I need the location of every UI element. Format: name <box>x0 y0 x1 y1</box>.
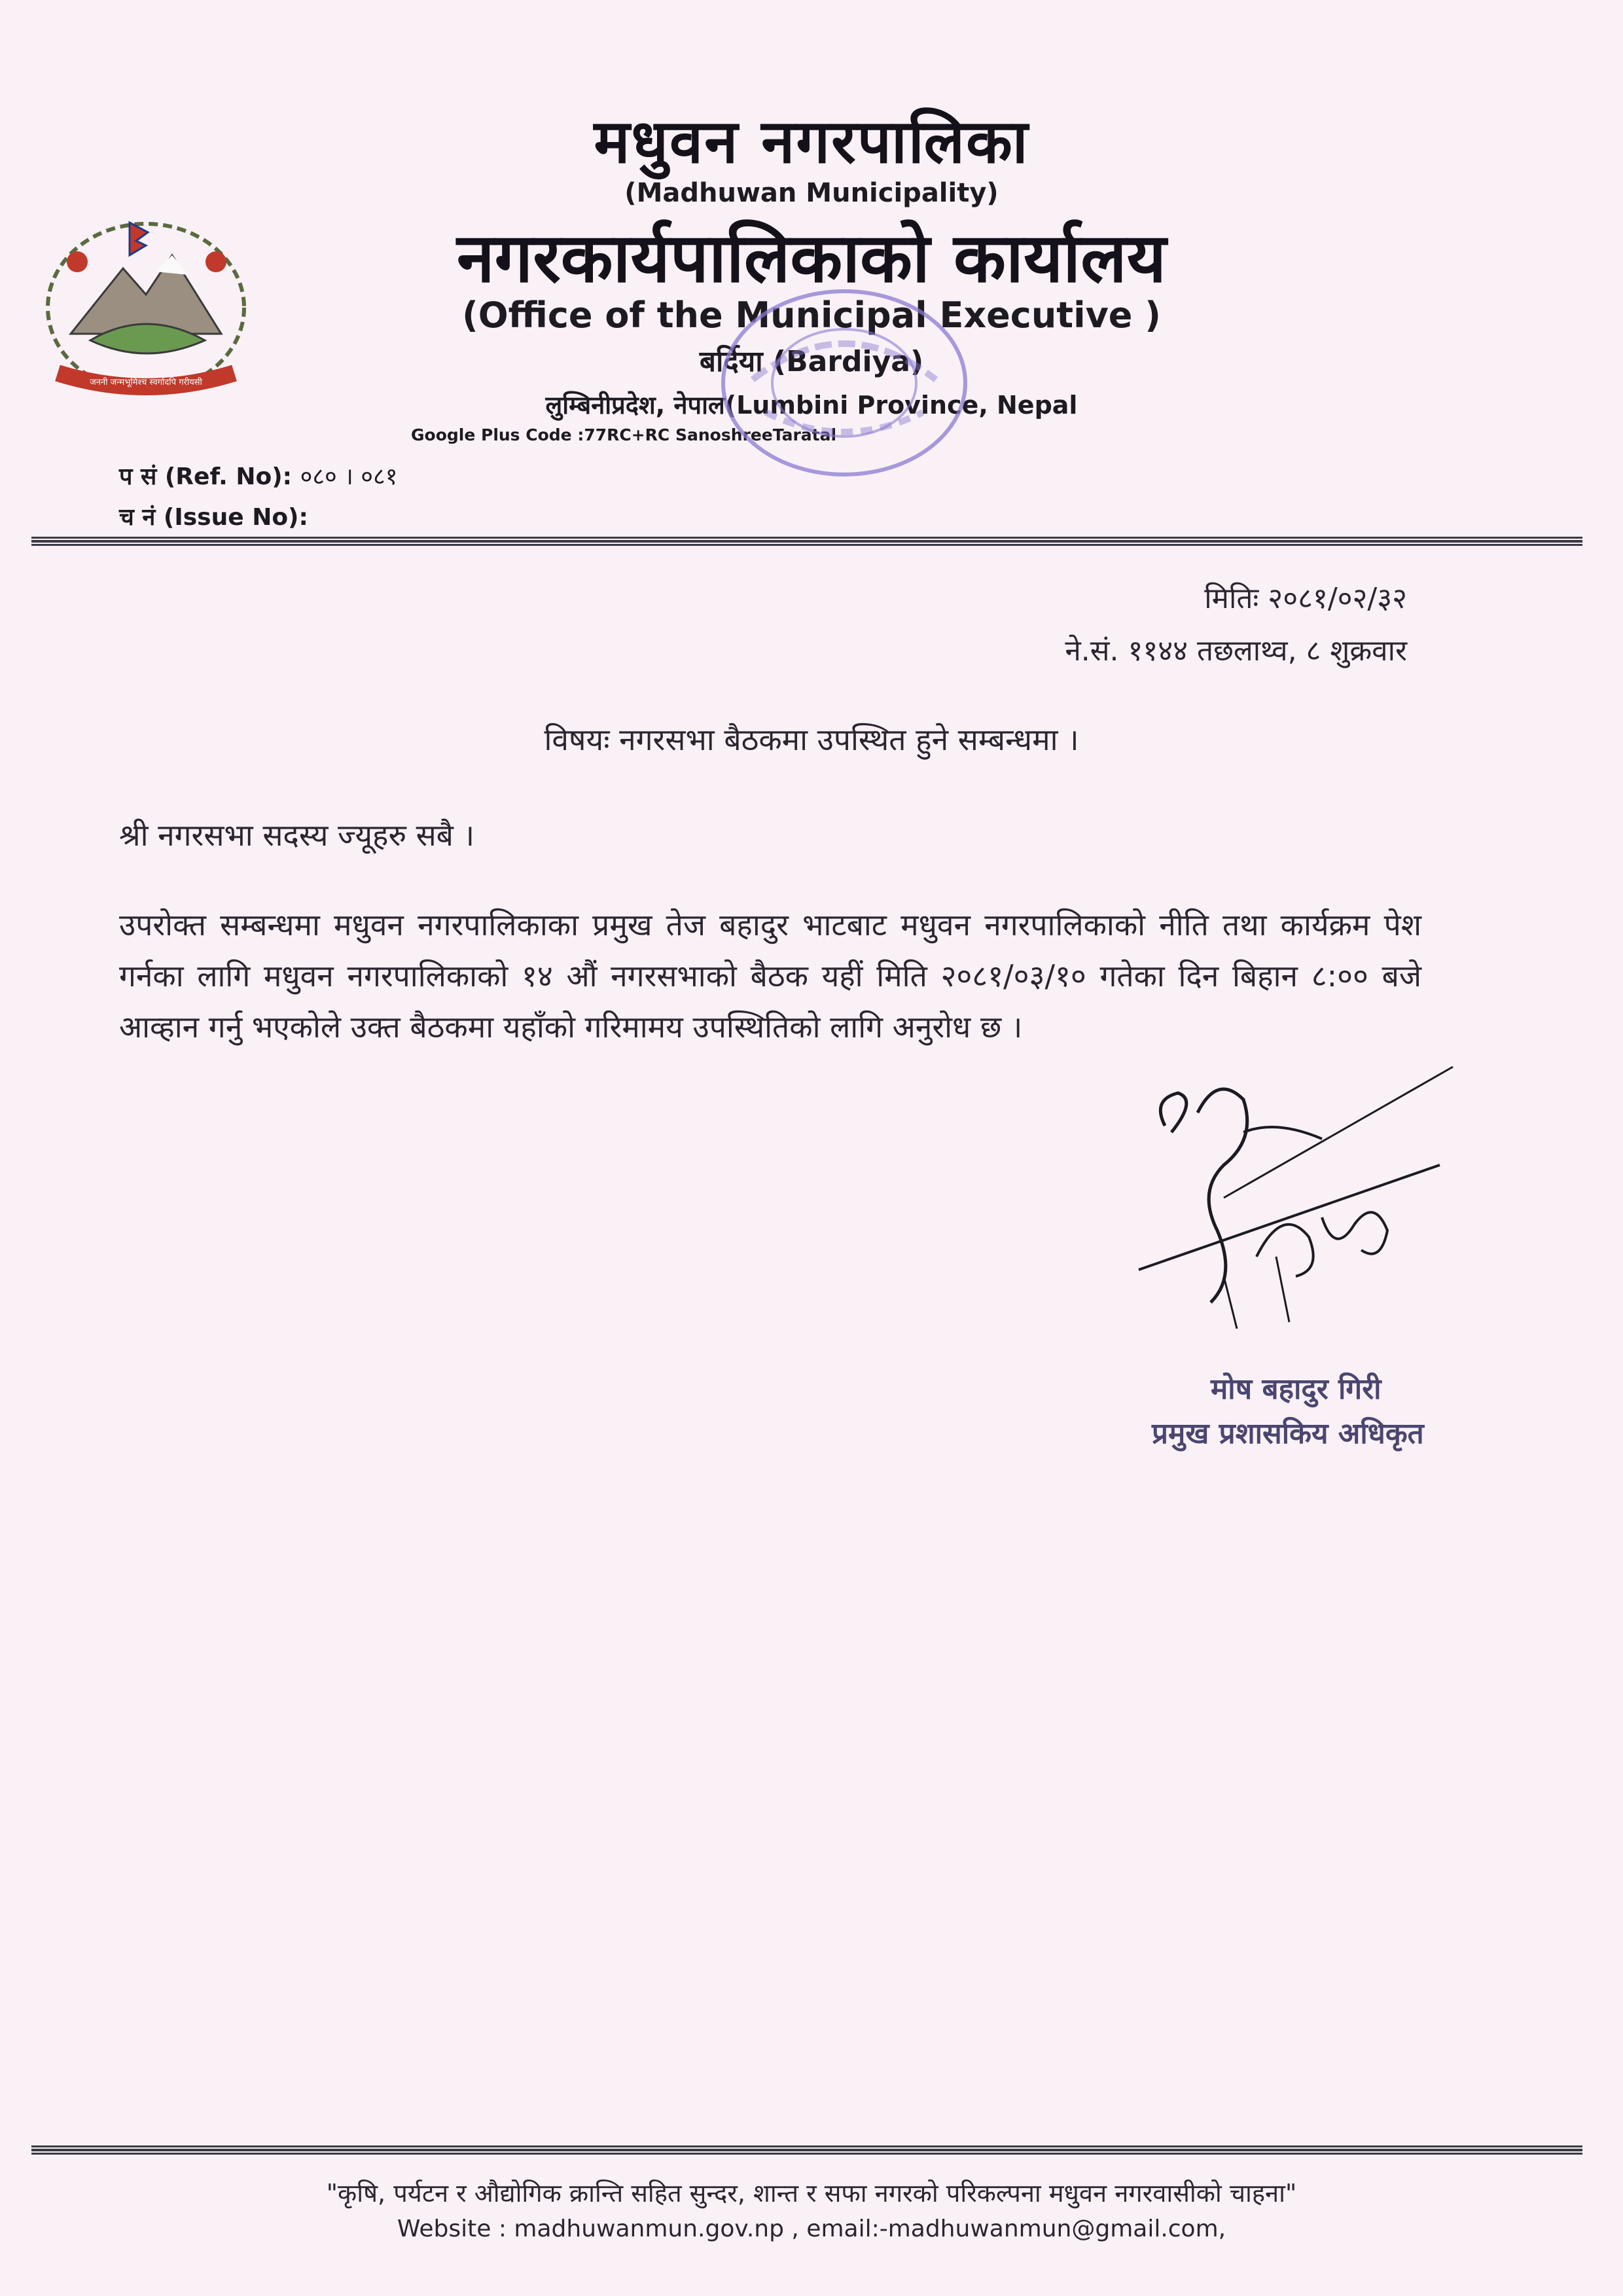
ref-value: ०८० । ०८१ <box>300 463 398 490</box>
municipality-name-en: (Madhuwan Municipality) <box>624 178 999 208</box>
office-stamp <box>713 281 975 484</box>
signatory-title: प्रमुख प्रशासकिय अधिकृत <box>1152 1417 1424 1450</box>
date-ns: ने.सं. ११४४ तछलाथ्व, ८ शुक्रवार <box>1065 634 1407 668</box>
emblem-caption: जननी जन्मभूमिश्च स्वर्गादपि गरीयसी <box>90 378 202 387</box>
signatory-name: मोष बहादुर गिरी <box>1211 1372 1382 1406</box>
municipality-name-np: मधुवन नगरपालिका <box>594 107 1029 177</box>
plus-code: Google Plus Code :77RC+RC SanoshreeTaratal <box>411 425 837 444</box>
letter-subject: विषयः नगरसभा बैठकमा उपस्थित हुने सम्बन्धमा । <box>544 722 1079 757</box>
handwritten-signature <box>1126 1060 1466 1335</box>
header-divider <box>31 537 1582 546</box>
office-name-np: नगरकार्यपालिकाको कार्यालय <box>456 218 1167 298</box>
province-line: लुम्बिनीप्रदेश, नेपाल(Lumbini Province, Nepal <box>545 391 1078 420</box>
date-bs: मितिः २०८१/०२/३२ <box>1204 582 1407 615</box>
district-name: बर्दिया (Bardiya) <box>699 345 924 378</box>
footer-slogan: "कृषि, पर्यटन र औद्योगिक क्रान्ति सहित सुन्दर, शान्त र सफा नगरको परिकल्पना मधुवन नगरवासीको चाहना" <box>326 2179 1297 2208</box>
office-name-en: (Office of the Municipal Executive ) <box>462 295 1161 336</box>
letter-salutation: श्री नगरसभा सदस्य ज्यूहरु सबै । <box>119 817 475 853</box>
footer-divider <box>31 2145 1582 2155</box>
ref-number <box>119 459 397 492</box>
letter-body: उपरोक्त सम्बन्धमा मधुवन नगरपालिकाका प्रमुख तेज बहादुर भाटबाट मधुवन नगरपालिकाको नीति तथा कार्यक्रम पेश गर्नका लागि मधुवन नगरपालिकाको १४ औं नगरसभाको बैठक यहीं मिति २०८१/०३/१० गतेका दिन बिहान ८:०० बजे आव्हान गर्नु भएकोले उक्त बैठकमा यहाँको गरिमामय उपस्थितिको लागि अनुरोध छ । <box>119 907 1421 1045</box>
issue-label: च नं (Issue No): <box>119 504 308 531</box>
issue-number <box>119 500 308 532</box>
ref-label: प सं (Ref. No): <box>119 463 293 490</box>
footer-contact: Website : madhuwanmun.gov.np , email:-madhuwanmun@gmail.com, <box>397 2215 1226 2242</box>
